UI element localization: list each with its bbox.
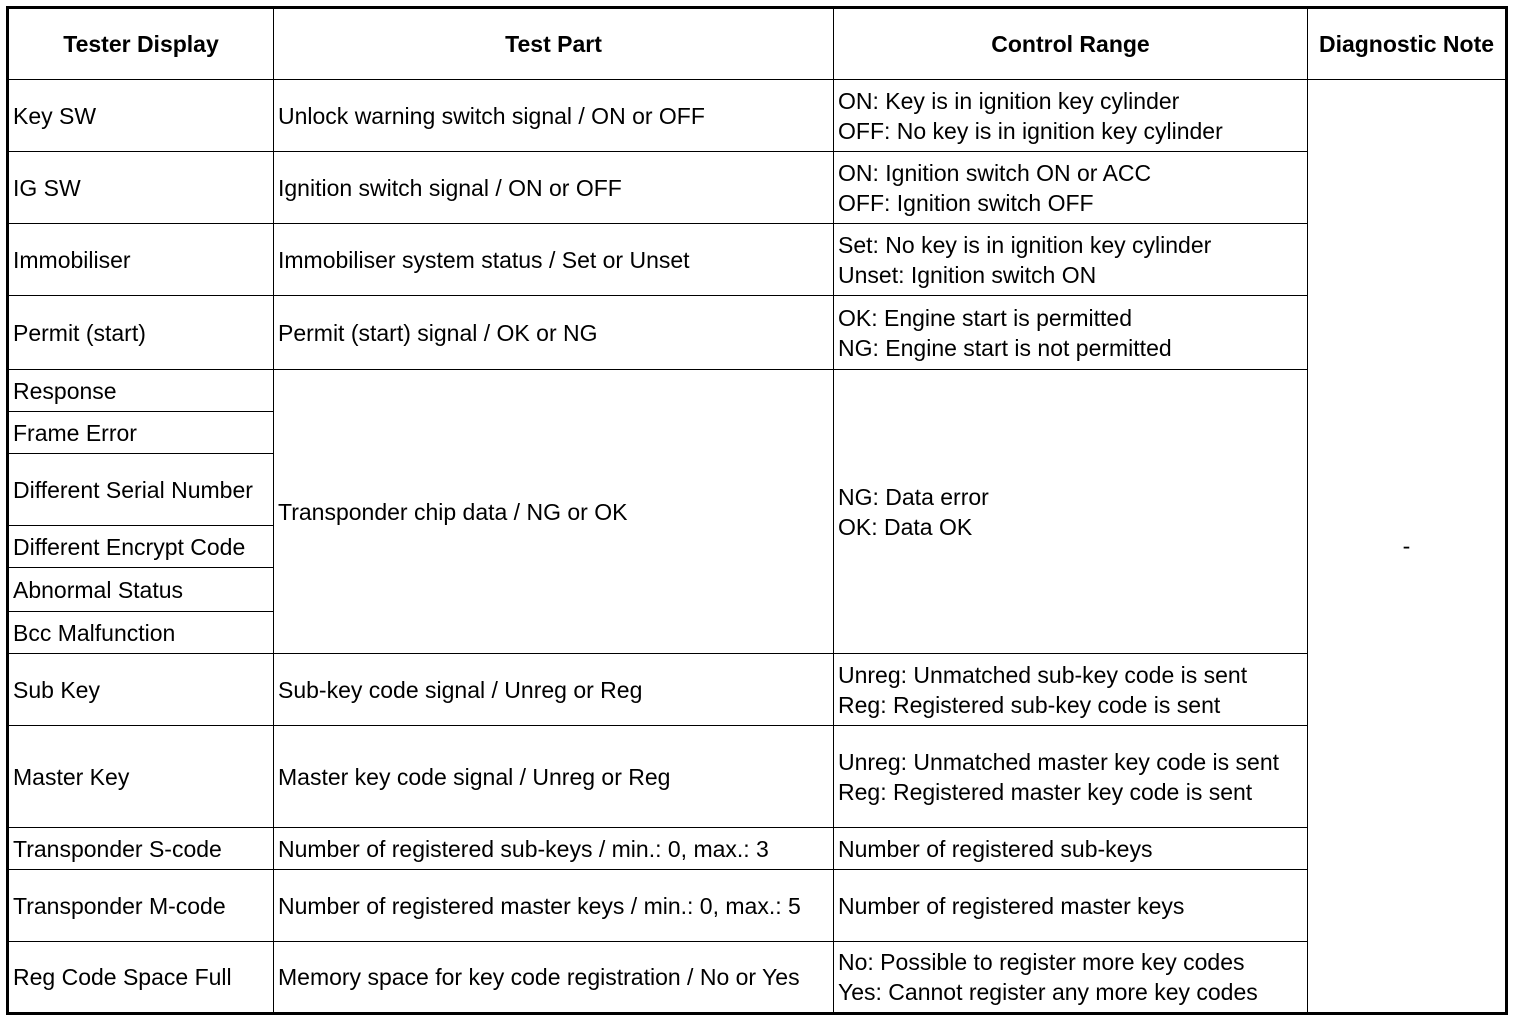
table-row — [8, 654, 1507, 726]
control-range-cell — [834, 296, 1308, 370]
table-row — [8, 726, 1507, 828]
control-range-line: Number of registered master keys — [838, 892, 1185, 919]
control-range-line: Unreg: Unmatched sub-key code is sent — [838, 661, 1248, 688]
table-row — [8, 370, 1507, 412]
control-range-cell — [834, 80, 1308, 152]
tester-display-cell: Reg Code Space Full — [8, 942, 274, 1014]
control-range-cell — [834, 942, 1308, 1014]
tester-display-cell: Abnormal Status — [8, 568, 274, 612]
tester-display-cell: Sub Key — [8, 654, 274, 726]
table-row — [8, 870, 1507, 942]
control-range-cell — [834, 654, 1308, 726]
tester-display-cell: Immobiliser — [8, 224, 274, 296]
tester-display-cell: Different Serial Number — [8, 454, 274, 526]
table-row — [8, 152, 1507, 224]
control-range-line: ON: Ignition switch ON or ACC — [838, 159, 1152, 186]
control-range-line: NG: Data error — [838, 483, 989, 510]
control-range-line: OK: Data OK — [838, 513, 973, 540]
test-part-cell: Immobiliser system status / Set or Unset — [274, 224, 834, 296]
control-range-cell — [834, 370, 1308, 654]
table-row — [8, 296, 1507, 370]
header-tester-display: Tester Display — [8, 8, 274, 80]
test-part-cell: Memory space for key code registration / No or Yes — [274, 942, 834, 1014]
control-range-cell — [834, 224, 1308, 296]
control-range-line: Unset: Ignition switch ON — [838, 261, 1097, 288]
test-part-cell: Number of registered master keys / min.: 0, max.: 5 — [274, 870, 834, 942]
control-range-cell — [834, 828, 1308, 870]
tester-display-cell: Frame Error — [8, 412, 274, 454]
test-part-cell: Ignition switch signal / ON or OFF — [274, 152, 834, 224]
control-range-line: NG: Engine start is not permitted — [838, 334, 1172, 361]
tester-display-cell: Permit (start) — [8, 296, 274, 370]
test-part-cell: Unlock warning switch signal / ON or OFF — [274, 80, 834, 152]
control-range-line: Reg: Registered master key code is sent — [838, 778, 1253, 805]
control-range-line: OFF: Ignition switch OFF — [838, 189, 1094, 216]
test-part-cell: Sub-key code signal / Unreg or Reg — [274, 654, 834, 726]
table-row — [8, 80, 1507, 152]
control-range-cell — [834, 726, 1308, 828]
tester-display-cell: Key SW — [8, 80, 274, 152]
table-row — [8, 942, 1507, 1014]
test-part-cell: Permit (start) signal / OK or NG — [274, 296, 834, 370]
tester-display-cell: Master Key — [8, 726, 274, 828]
header-test-part: Test Part — [274, 8, 834, 80]
diagnostic-note-cell: - — [1308, 80, 1507, 1014]
test-part-cell: Master key code signal / Unreg or Reg — [274, 726, 834, 828]
tester-display-cell: Bcc Malfunction — [8, 612, 274, 654]
control-range-cell — [834, 152, 1308, 224]
test-part-cell: Number of registered sub-keys / min.: 0, max.: 3 — [274, 828, 834, 870]
tester-display-cell: Response — [8, 370, 274, 412]
tester-display-cell: Transponder M-code — [8, 870, 274, 942]
control-range-line: Set: No key is in ignition key cylinder — [838, 231, 1212, 258]
control-range-line: No: Possible to register more key codes — [838, 949, 1245, 975]
control-range-line: Yes: Cannot register any more key codes — [838, 979, 1258, 1005]
table-row — [8, 828, 1507, 870]
test-part-cell: Transponder chip data / NG or OK — [274, 370, 834, 654]
control-range-line: Number of registered sub-keys — [838, 835, 1153, 862]
header-row — [8, 8, 1507, 80]
control-range-line: ON: Key is in ignition key cylinder — [838, 87, 1180, 114]
tester-display-cell: Different Encrypt Code — [8, 526, 274, 568]
control-range-line: OK: Engine start is permitted — [838, 304, 1133, 331]
control-range-line: Unreg: Unmatched master key code is sent — [838, 748, 1280, 775]
control-range-cell — [834, 870, 1308, 942]
control-range-line: Reg: Registered sub-key code is sent — [838, 691, 1221, 718]
diagnostic-data-table — [6, 6, 1508, 1015]
table-row — [8, 224, 1507, 296]
tester-display-cell: IG SW — [8, 152, 274, 224]
header-diagnostic-note: Diagnostic Note — [1308, 8, 1507, 80]
tester-display-cell: Transponder S-code — [8, 828, 274, 870]
header-control-range: Control Range — [834, 8, 1308, 80]
control-range-line: OFF: No key is in ignition key cylinder — [838, 117, 1223, 144]
